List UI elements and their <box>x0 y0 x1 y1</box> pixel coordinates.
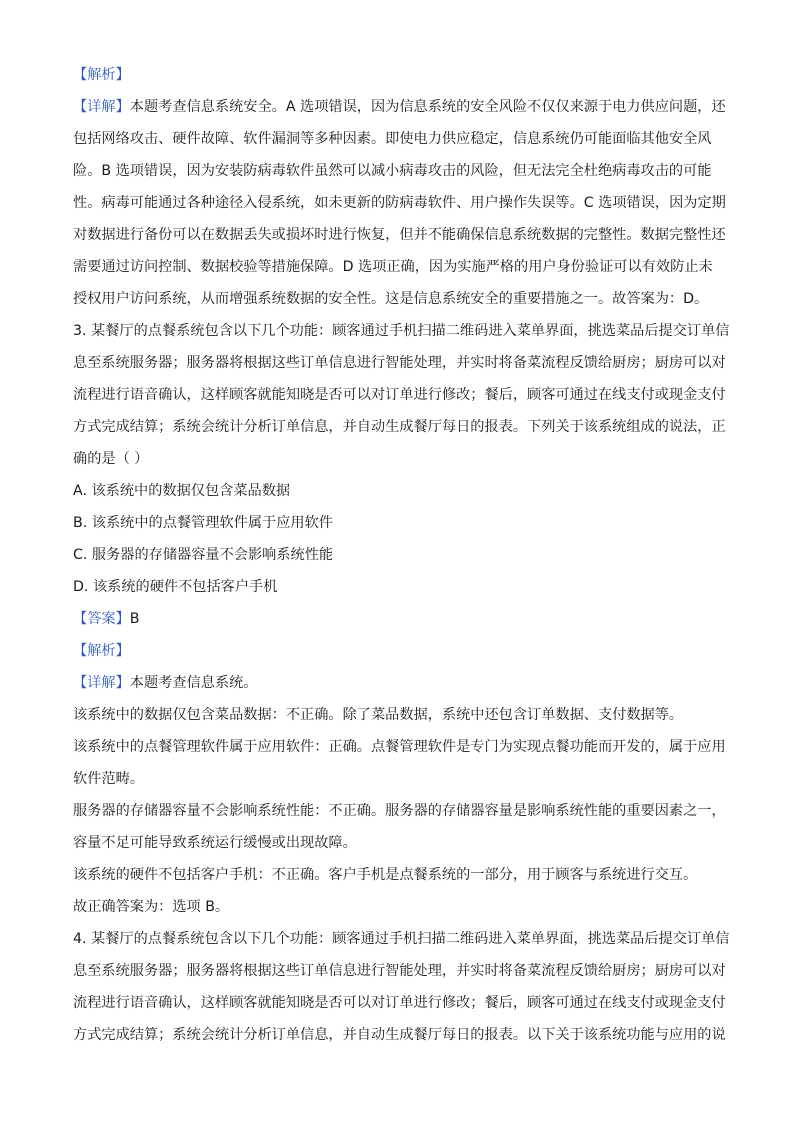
question-stem-line: 方式完成结算；系统会统计分析订单信息，并自动生成餐厅每日的报表。以下关于该系统功能与应用的说 <box>73 1027 726 1043</box>
option-b: B. 该系统中的点餐管理软件属于应用软件 <box>73 515 333 531</box>
question-stem-line: 流程进行语音确认，这样顾客就能知晓是否可以对订单进行修改；餐后，顾客可通过在线支付或现金支付 <box>73 387 726 403</box>
detail-line: 【详解】本题考查信息系统。 <box>73 675 258 691</box>
explanation-line: 该系统中的点餐管理软件属于应用软件：正确。点餐管理软件是专门为实现点餐功能而开发的，属于应用 <box>73 739 726 755</box>
option-c: C. 服务器的存储器容量不会影响系统性能 <box>73 547 334 563</box>
question-stem-line: 3. 某餐厅的点餐系统包含以下几个功能：顾客通过手机扫描二维码进入菜单界面，挑选菜品后提交订单信 <box>73 323 730 339</box>
answer-line <box>73 608 140 630</box>
answer-tag: 【答案】 <box>73 611 130 627</box>
question-stem-line: 流程进行语音确认，这样顾客就能知晓是否可以对订单进行修改；餐后，顾客可通过在线支付或现金支付 <box>73 995 726 1011</box>
question-stem-line: 息至系统服务器；服务器将根据这些订单信息进行智能处理，并实时将备菜流程反馈给厨房；厨房可以对 <box>73 355 726 371</box>
option-a: A. 该系统中的数据仅包含菜品数据 <box>73 483 291 499</box>
question-stem-line: 确的是（ ） <box>73 451 149 467</box>
explanation-line: 故正确答案为：选项 B。 <box>73 899 230 915</box>
explanation-line: 容量不足可能导致系统运行缓慢或出现故障。 <box>73 835 357 851</box>
analysis-heading: 【解析】 <box>73 643 130 659</box>
explanation-line: 该系统的硬件不包括客户手机：不正确。客户手机是点餐系统的一部分，用于顾客与系统进行交互。 <box>73 867 698 883</box>
option-d: D. 该系统的硬件不包括客户手机 <box>73 579 278 595</box>
detail-paragraph-line: 授权用户访问系统，从而增强系统数据的安全性。这是信息系统安全的重要措施之一。故答案为：D。 <box>73 291 709 307</box>
detail-tag: 【详解】 <box>73 675 130 691</box>
detail-paragraph-line: 性。病毒可能通过各种途径入侵系统，如未更新的防病毒软件、用户操作失误等。C 选项错误，因为定期 <box>73 195 726 211</box>
explanation-line: 服务器的存储器容量不会影响系统性能：不正确。服务器的存储器容量是影响系统性能的重要因素之一， <box>73 803 726 819</box>
analysis-heading: 【解析】 <box>73 67 130 83</box>
answer-value: B <box>129 611 140 627</box>
question-stem-line: 4. 某餐厅的点餐系统包含以下几个功能：顾客通过手机扫描二维码进入菜单界面，挑选菜品后提交订单信 <box>73 931 730 947</box>
question-stem-line: 方式完成结算；系统会统计分析订单信息，并自动生成餐厅每日的报表。下列关于该系统组成的说法，正 <box>73 419 726 435</box>
explanation-line: 软件范畴。 <box>73 771 144 787</box>
explanation-line: 该系统中的数据仅包含菜品数据：不正确。除了菜品数据，系统中还包含订单数据、支付数据等。 <box>73 707 684 723</box>
detail-paragraph-line: 险。B 选项错误，因为安装防病毒软件虽然可以减小病毒攻击的风险，但无法完全杜绝病毒攻击的可能 <box>73 163 712 179</box>
detail-paragraph-line: 对数据进行备份可以在数据丢失或损坏时进行恢复，但并不能确保信息系统数据的完整性。数据完整性还 <box>73 227 726 243</box>
detail-paragraph-line: 需要通过访问控制、数据校验等措施保障。D 选项正确，因为实施严格的用户身份验证可以有效防止未 <box>73 259 713 275</box>
question-stem-line: 息至系统服务器；服务器将根据这些订单信息进行智能处理，并实时将备菜流程反馈给厨房；厨房可以对 <box>73 963 726 979</box>
detail-tag: 【详解】 <box>73 99 130 115</box>
detail-paragraph-line: 包括网络攻击、硬件故障、软件漏洞等多种因素。即使电力供应稳定，信息系统仍可能面临其他安全风 <box>73 131 712 147</box>
detail-paragraph-line: 【详解】本题考查信息系统安全。A 选项错误，因为信息系统的安全风险不仅仅来源于电力供应问题，还 <box>73 99 726 115</box>
